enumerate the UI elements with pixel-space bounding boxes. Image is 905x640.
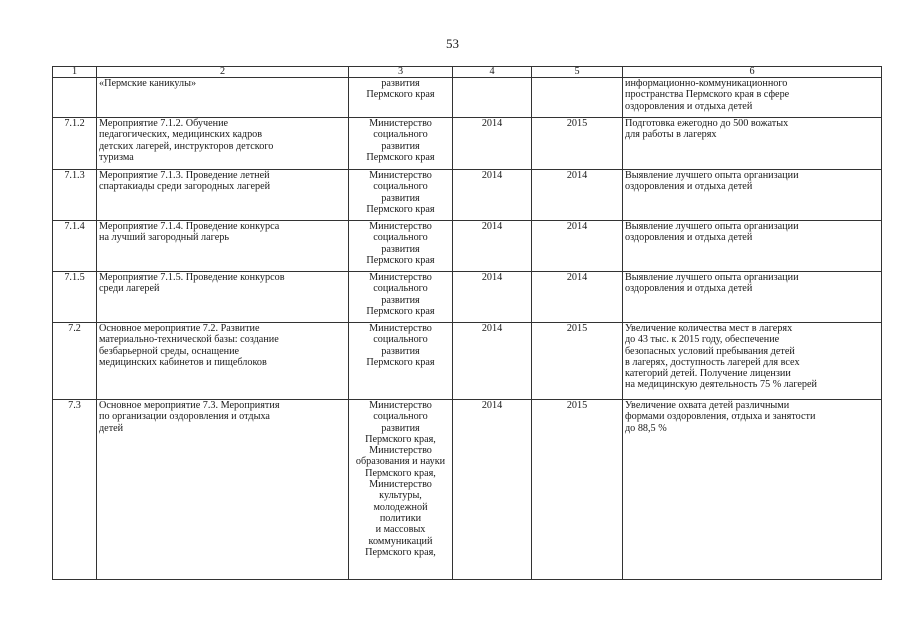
- page-number: 53: [446, 36, 459, 51]
- column-header: 3: [349, 67, 453, 78]
- expected-result-cell-line: оздоровления и отдыха детей: [625, 232, 753, 244]
- column-header: 2: [97, 67, 349, 78]
- program-table: [52, 66, 882, 580]
- activity-name-cell-line: Основное мероприятие 7.3. Мероприятия: [99, 400, 280, 411]
- expected-result-cell: [623, 118, 882, 170]
- executor-cell-line: социального: [373, 411, 428, 423]
- start-year-cell: 2014: [453, 400, 532, 580]
- expected-result-cell-line: безопасных условий пребывания детей: [625, 345, 795, 357]
- item-number-cell: 7.1.4: [53, 221, 97, 272]
- executor-cell-line: Министерство: [369, 323, 432, 334]
- table-row: [53, 323, 882, 400]
- activity-name-cell-line: материально-технической базы: создание: [99, 334, 279, 346]
- executor-cell-line: Министерство: [369, 170, 432, 181]
- executor-cell-line: социального: [373, 181, 428, 193]
- executor-cell-line: социального: [373, 334, 428, 346]
- expected-result-cell: [623, 400, 882, 580]
- end-year-cell: 2015: [532, 400, 623, 580]
- item-number-cell: 7.3: [53, 400, 97, 580]
- column-header: 6: [623, 67, 882, 78]
- expected-result-cell: [623, 78, 882, 118]
- executor-cell-line: Министерство: [369, 479, 432, 491]
- executor-cell: [349, 323, 453, 400]
- activity-name-cell-line: детских лагерей, инструкторов детского: [99, 140, 274, 152]
- table-row: [53, 272, 882, 323]
- column-header: 4: [453, 67, 532, 78]
- activity-name-cell: [97, 78, 349, 118]
- activity-name-cell-line: по организации оздоровления и отдыха: [99, 411, 270, 423]
- column-number-row: [53, 67, 882, 78]
- expected-result-cell-line: на медицинскую деятельность 75 % лагерей: [625, 379, 817, 391]
- end-year-cell: 2014: [532, 221, 623, 272]
- expected-result-cell-line: до 43 тыс. к 2015 году, обеспечение: [625, 334, 780, 346]
- activity-name-cell-line: туризма: [99, 151, 134, 163]
- executor-cell-line: коммуникаций: [368, 535, 433, 547]
- executor-cell-line: Пермского края,: [365, 433, 436, 445]
- expected-result-cell-line: Увеличение охвата детей различными: [625, 400, 790, 411]
- activity-name-cell: [97, 170, 349, 221]
- activity-name-cell-line: детей: [99, 422, 124, 434]
- executor-cell-line: культуры,: [379, 490, 422, 502]
- start-year-cell: 2014: [453, 170, 532, 221]
- executor-cell-line: развития: [381, 422, 420, 434]
- activity-name-cell-line: на лучший загородный лагерь: [99, 232, 229, 244]
- expected-result-cell-line: формами оздоровления, отдыха и занятости: [625, 411, 816, 423]
- executor-cell-line: Пермского края: [366, 305, 435, 317]
- executor-cell-line: Министерство: [369, 118, 432, 129]
- executor-cell-line: развития: [381, 78, 420, 89]
- activity-name-cell: [97, 118, 349, 170]
- activity-name-cell-line: среди лагерей: [99, 283, 160, 295]
- expected-result-cell-line: пространства Пермского края в сфере: [625, 89, 790, 101]
- activity-name-cell-line: Основное мероприятие 7.2. Развитие: [99, 323, 260, 334]
- activity-name-cell-line: безбарьерной среды, оснащение: [99, 345, 240, 357]
- expected-result-cell: [623, 272, 882, 323]
- executor-cell-line: политики: [379, 512, 422, 524]
- executor-cell-line: образования и науки: [355, 456, 446, 468]
- executor-cell-line: Пермского края: [366, 203, 435, 215]
- executor-cell-line: развития: [381, 140, 420, 152]
- expected-result-cell-line: до 88,5 %: [625, 422, 667, 434]
- executor-cell-line: Министерство: [369, 272, 432, 283]
- executor-cell-line: Пермского края: [366, 254, 435, 266]
- expected-result-cell-line: для работы в лагерях: [625, 129, 717, 141]
- activity-name-cell: [97, 400, 349, 580]
- expected-result-cell-line: оздоровления и отдыха детей: [625, 181, 753, 193]
- table-body: [53, 78, 882, 580]
- executor-cell-line: Министерство: [369, 445, 432, 457]
- expected-result-cell-line: категорий детей. Получение лицензии: [625, 368, 791, 380]
- executor-cell: [349, 221, 453, 272]
- activity-name-cell: [97, 221, 349, 272]
- expected-result-cell-line: информационно-коммуникационного: [625, 78, 788, 89]
- activity-name-cell-line: Мероприятие 7.1.4. Проведение конкурса: [99, 221, 280, 232]
- end-year-cell: 2014: [532, 170, 623, 221]
- activity-name-cell-line: педагогических, медицинских кадров: [99, 129, 263, 141]
- table-row: [53, 118, 882, 170]
- executor-cell-line: Министерство: [369, 221, 432, 232]
- table-row: [53, 400, 882, 580]
- activity-name-cell-line: Мероприятие 7.1.5. Проведение конкурсов: [99, 272, 285, 283]
- table-row: [53, 78, 882, 118]
- executor-cell: [349, 400, 453, 580]
- end-year-cell: [532, 78, 623, 118]
- expected-result-cell-line: Увеличение количества мест в лагерях: [625, 323, 793, 334]
- expected-result-cell-line: оздоровления и отдыха детей: [625, 100, 753, 112]
- expected-result-cell-line: Подготовка ежегодно до 500 вожатых: [625, 118, 789, 129]
- item-number-cell: 7.1.5: [53, 272, 97, 323]
- executor-cell-line: Пермского края: [366, 151, 435, 163]
- executor-cell: [349, 170, 453, 221]
- executor-cell: [349, 78, 453, 118]
- column-header: 5: [532, 67, 623, 78]
- executor-cell-line: социального: [373, 283, 428, 295]
- table-row: [53, 221, 882, 272]
- executor-cell-line: социального: [373, 232, 428, 244]
- executor-cell-line: и массовых: [375, 524, 426, 536]
- executor-cell-line: развития: [381, 345, 420, 357]
- executor-cell-line: развития: [381, 192, 420, 204]
- executor-cell: [349, 118, 453, 170]
- column-header: 1: [53, 67, 97, 78]
- executor-cell-line: Министерство: [369, 400, 432, 411]
- expected-result-cell-line: оздоровления и отдыха детей: [625, 283, 753, 295]
- activity-name-cell-line: Мероприятие 7.1.3. Проведение летней: [99, 170, 270, 181]
- start-year-cell: 2014: [453, 323, 532, 400]
- end-year-cell: 2014: [532, 272, 623, 323]
- activity-name-cell: [97, 272, 349, 323]
- executor-cell: [349, 272, 453, 323]
- executor-cell-line: социального: [373, 129, 428, 141]
- executor-cell-line: Пермского края,: [365, 467, 436, 479]
- end-year-cell: 2015: [532, 118, 623, 170]
- start-year-cell: 2014: [453, 272, 532, 323]
- start-year-cell: [453, 78, 532, 118]
- expected-result-cell-line: Выявление лучшего опыта организации: [625, 221, 799, 232]
- table-row: [53, 170, 882, 221]
- executor-cell-line: Пермского края: [366, 356, 435, 368]
- expected-result-cell-line: в лагерях, доступность лагерей для всех: [625, 356, 800, 368]
- expected-result-cell-line: Выявление лучшего опыта организации: [625, 272, 799, 283]
- end-year-cell: 2015: [532, 323, 623, 400]
- expected-result-cell: [623, 323, 882, 400]
- executor-cell-line: Пермского края,: [365, 546, 436, 558]
- expected-result-cell: [623, 170, 882, 221]
- activity-name-cell-line: спартакиады среди загородных лагерей: [99, 181, 271, 193]
- start-year-cell: 2014: [453, 221, 532, 272]
- executor-cell-line: Пермского края: [366, 89, 435, 101]
- activity-name-cell-line: медицинских кабинетов и пищеблоков: [99, 356, 267, 368]
- executor-cell-line: развития: [381, 243, 420, 255]
- executor-cell-line: молодежной: [373, 501, 428, 513]
- expected-result-cell: [623, 221, 882, 272]
- activity-name-cell: [97, 323, 349, 400]
- activity-name-cell-line: Мероприятие 7.1.2. Обучение: [99, 118, 229, 129]
- item-number-cell: 7.1.2: [53, 118, 97, 170]
- expected-result-cell-line: Выявление лучшего опыта организации: [625, 170, 799, 181]
- executor-cell-line: развития: [381, 294, 420, 306]
- item-number-cell: 7.2: [53, 323, 97, 400]
- item-number-cell: 7.1.3: [53, 170, 97, 221]
- start-year-cell: 2014: [453, 118, 532, 170]
- item-number-cell: [53, 78, 97, 118]
- activity-name-cell-line: «Пермские каникулы»: [99, 78, 197, 89]
